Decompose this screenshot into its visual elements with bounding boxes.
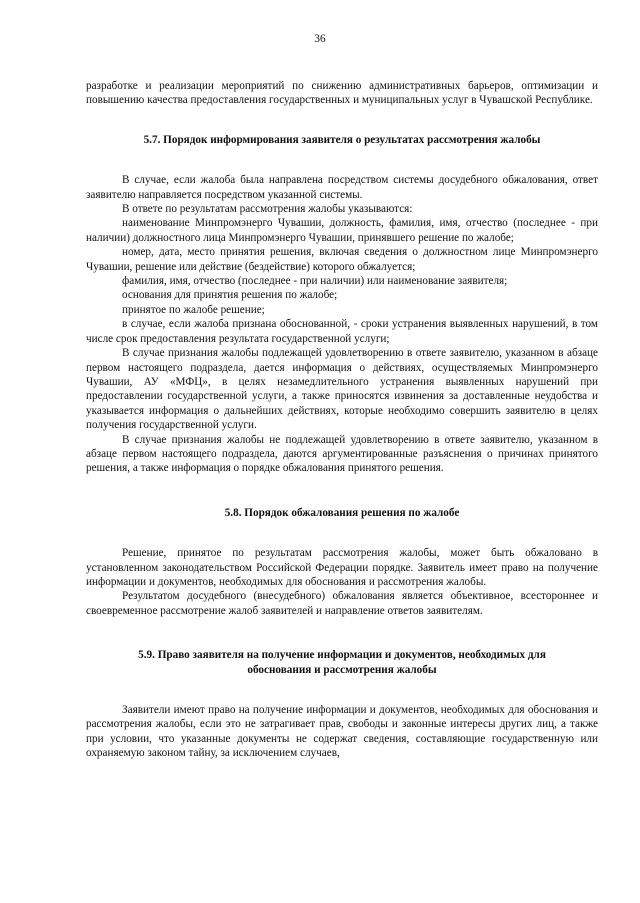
paragraph: В случае признания жалобы подлежащей удовлетворению в ответе заявителю, указанном в абзаце первом настоящего подраздела, дается информация о действиях, осуществляемых Минпромэнерго Чувашии, АУ «МФЦ», в целях незамедлительного устранения выявленных нарушений при предоставлении государственной услуги, а также приносятся извинения за доставленные неудобства и указывается информация о дальнейших действиях, которые необходимо совершить заявителю в целях получения государственной услуги. bbox=[86, 347, 598, 432]
section-heading-5-9-line-1: 5.9. Право заявителя на получение информации и документов, необходимых для bbox=[138, 649, 546, 662]
paragraph: фамилия, имя, отчество (последнее - при наличии) или наименование заявителя; bbox=[122, 275, 508, 288]
paragraph: В случае признания жалобы не подлежащей удовлетворению в ответе заявителю, указанном в абзаце первом настоящего подраздела, даются аргументированные разъяснения о причинах принятого решения, а также информация о порядке обжалования принятого решения. bbox=[86, 433, 598, 475]
paragraph: Решение, принятое по результатам рассмотрения жалобы, может быть обжаловано в установленном законодательством Российской Федерации порядке. Заявитель имеет право на получение информации и документов, необходимых для обоснования и рассмотрения жалобы. bbox=[86, 547, 598, 588]
paragraph: в случае, если жалоба признана обоснованной, - сроки устранения выявленных нарушений, в том числе срок предоставления результата государственной услуги; bbox=[86, 318, 598, 345]
section-heading-5-9-line-2: обоснования и рассмотрения жалобы bbox=[247, 663, 437, 676]
paragraph: разработке и реализации мероприятий по снижению административных барьеров, оптимизации и повышению качества предоставления государственных и муниципальных услуг в Чувашской Республике. bbox=[86, 80, 598, 107]
page-content bbox=[86, 79, 598, 761]
page-number: 36 bbox=[314, 33, 326, 45]
paragraph: Результатом досудебного (внесудебного) обжалования является объективное, всестороннее и своевременное рассмотрение жалоб заявителей и направление ответов заявителям. bbox=[86, 590, 598, 617]
paragraph: Заявители имеют право на получение информации и документов, необходимых для обоснования и рассмотрения жалобы, если это не затрагивает прав, свободы и законные интересы других лиц, а также при условии, что указанные документы не содержат сведения, составляющие государственную или охраняемую законом тайну, за исключением случаев, bbox=[86, 704, 598, 760]
paragraph: наименование Минпромэнерго Чувашии, должность, фамилия, имя, отчество (последнее - при наличии) должностного лица Минпромэнерго Чувашии, принявшего решение по жалобе; bbox=[86, 217, 598, 244]
section-heading-5-8: 5.8. Порядок обжалования решения по жалобе bbox=[224, 506, 460, 519]
paragraph: принятое по жалобе решение; bbox=[122, 303, 265, 316]
paragraph: В случае, если жалоба была направлена посредством системы досудебного обжалования, ответ заявителю направляется посредством указанной системы. bbox=[86, 174, 598, 201]
paragraph: В ответе по результатам рассмотрения жалобы указываются: bbox=[122, 203, 413, 216]
paragraph: номер, дата, место принятия решения, включая сведения о должностном лице Минпромэнерго Чувашии, решение или действие (бездействие) которого обжалуется; bbox=[86, 246, 598, 273]
section-heading-5-7: 5.7. Порядок информирования заявителя о результатах рассмотрения жалобы bbox=[143, 133, 541, 146]
paragraph: основания для принятия решения по жалобе; bbox=[122, 289, 338, 302]
